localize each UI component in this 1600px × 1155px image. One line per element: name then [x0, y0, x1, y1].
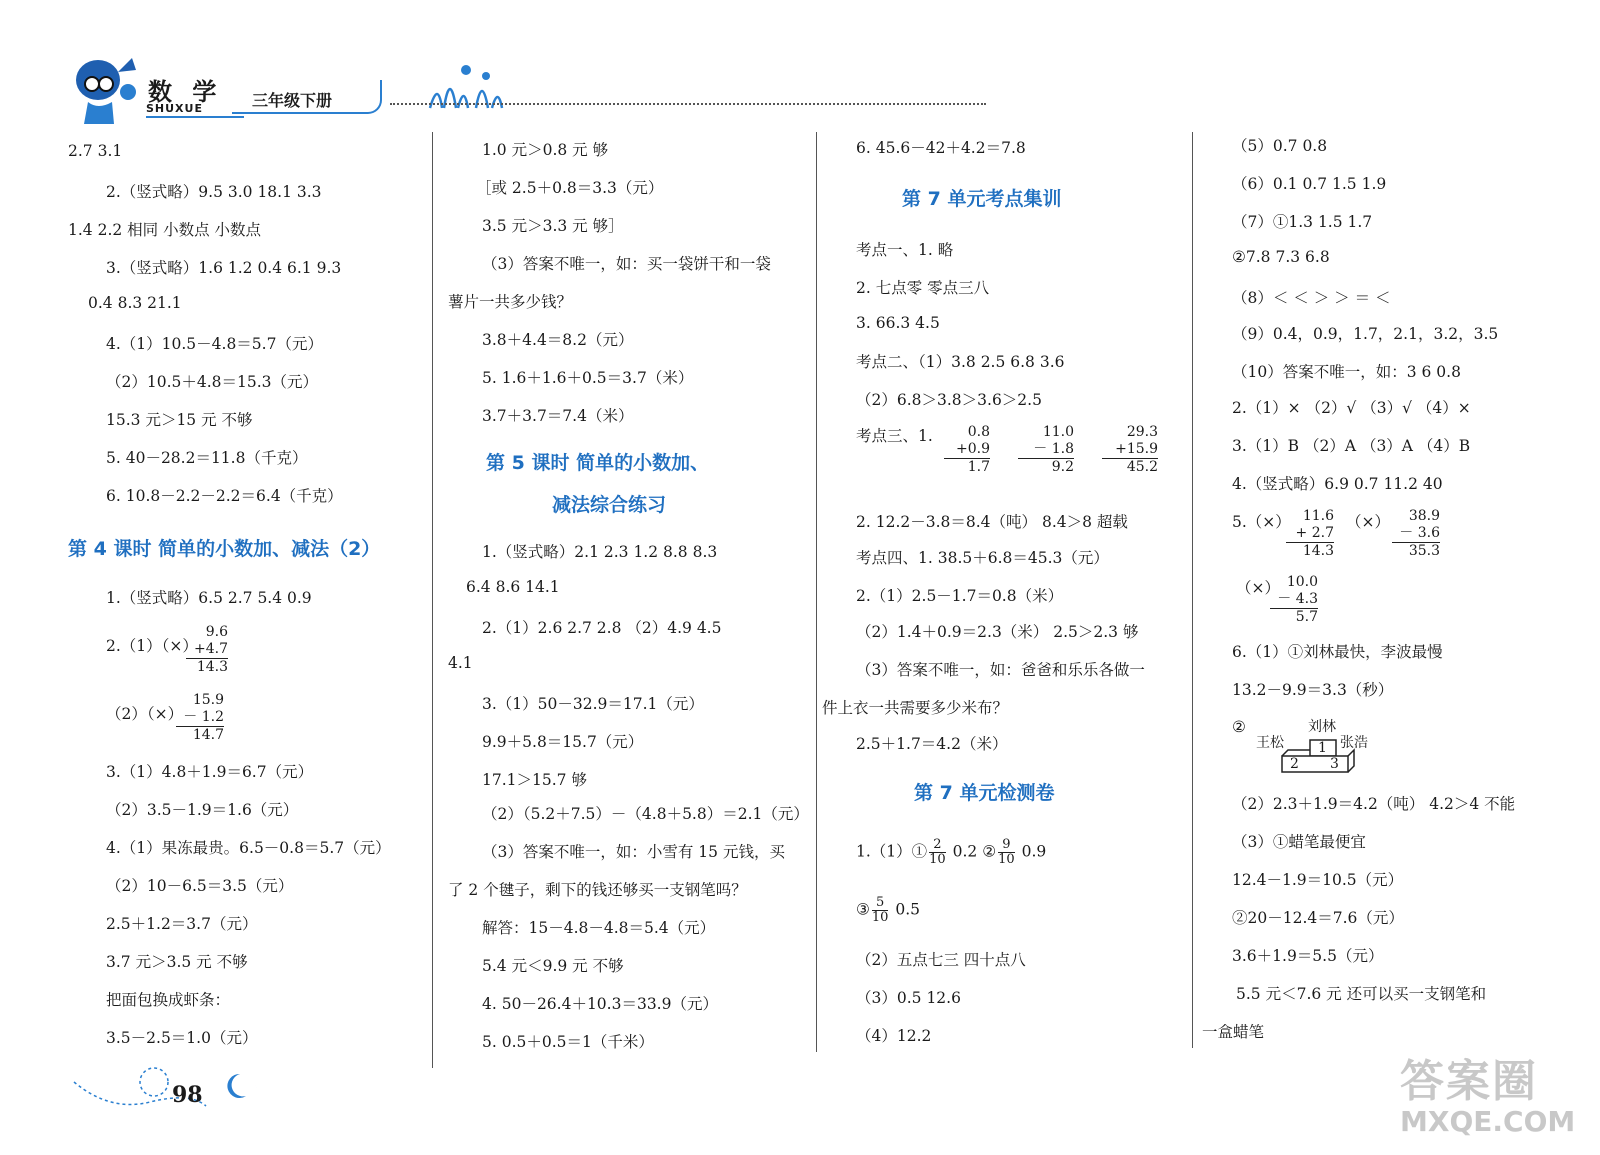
- vertical-calculation: [944, 424, 990, 476]
- answer-line: 3.（1）4.8＋1.9＝6.7（元）: [106, 763, 314, 781]
- answer-line: 3.5－2.5＝1.0（元）: [106, 1029, 258, 1047]
- answer-line: 6. 10.8－2.2－2.2＝6.4（千克）: [106, 487, 343, 505]
- denominator: 10: [998, 852, 1015, 867]
- podium-second-name: 王松: [1256, 735, 1284, 751]
- answer-line: 5. 40－28.2＝11.8（千克）: [106, 449, 308, 467]
- answer-line: 1.（竖式略）2.1 2.3 1.2 8.8 8.3: [482, 543, 718, 561]
- answer-text: 1.（1）①: [856, 842, 928, 861]
- answer-line: 薯片一共多少钱？: [448, 293, 573, 311]
- answer-text: 0.2 ②: [947, 842, 997, 861]
- answer-line: 5.5 元＜7.6 元 还可以买一支钢笔和: [1236, 985, 1487, 1003]
- answer-line: （2）五点七三 四十点八: [856, 951, 1026, 969]
- answer-line: （3）①蜡笔最便宜: [1232, 833, 1366, 851]
- answer-line: ②20－12.4＝7.6（元）: [1232, 909, 1404, 927]
- calc-row: +15.9: [1102, 441, 1158, 459]
- answer-line: （10）答案不唯一，如：3 6 0.8: [1232, 363, 1461, 381]
- answer-line: 3.（1）50－32.9＝17.1（元）: [482, 695, 704, 713]
- calc-row: +0.9: [944, 441, 990, 459]
- calc-row: 14.3: [1302, 543, 1334, 559]
- answer-text: 0.5: [890, 900, 921, 919]
- column-divider-2: [816, 132, 817, 1052]
- answer-line: （3）答案不唯一，如：买一袋饼干和一袋: [482, 255, 771, 273]
- answer-line: 6. 45.6－42＋4.2＝7.8: [856, 139, 1026, 157]
- answer-line: 3.6＋1.9＝5.5（元）: [1232, 947, 1384, 965]
- column-divider-3: [1192, 132, 1193, 1048]
- answer-line: ②: [1232, 718, 1246, 736]
- lesson-heading: 第 5 课时 简单的小数加、: [486, 452, 710, 474]
- answer-line: （9）0.4，0.9，1.7，2.1，3.2，3.5: [1232, 325, 1499, 343]
- answer-line: （2）10－6.5＝3.5（元）: [106, 877, 294, 895]
- answer-text: ③: [856, 900, 870, 919]
- calc-row: 0.8: [967, 424, 990, 440]
- answer-line: 一盒蜡笔: [1202, 1023, 1265, 1041]
- answer-line: 1.0 元＞0.8 元 够: [482, 141, 609, 159]
- answer-line: （4）12.2: [856, 1027, 932, 1045]
- numerator: 5: [872, 896, 889, 911]
- vertical-calculation: [1392, 508, 1440, 560]
- unit-heading: 第 7 单元检测卷: [914, 782, 1055, 804]
- vertical-calculation: [1270, 574, 1318, 626]
- calc-row: + 2.7: [1286, 525, 1334, 543]
- answer-line: ②7.8 7.3 6.8: [1232, 248, 1330, 266]
- column-divider-1: [432, 132, 433, 1068]
- answer-line: （3）答案不唯一，如：小雪有 15 元钱，买: [482, 843, 785, 861]
- fraction: [872, 896, 889, 925]
- calc-row: － 4.3: [1270, 591, 1318, 609]
- calc-row: 10.0: [1286, 574, 1318, 590]
- answer-line: 9.9＋5.8＝15.7（元）: [482, 733, 644, 751]
- answer-line: 考点二、（1）3.8 2.5 6.8 3.6: [856, 353, 1065, 371]
- calc-row: 11.0: [1042, 424, 1074, 440]
- answer-line: 3.7 元＞3.5 元 不够: [106, 953, 248, 971]
- answer-text: 0.9: [1016, 842, 1047, 861]
- calc-row: 9.6: [205, 624, 228, 640]
- book-title: 数 学: [148, 78, 223, 106]
- answer-line: 2.5＋1.7＝4.2（米）: [856, 735, 1008, 753]
- calc-row: 38.9: [1408, 508, 1440, 524]
- mascot-logo: [68, 52, 140, 132]
- answer-line: 解答：15－4.8－4.8＝5.4（元）: [482, 919, 716, 937]
- numerator: 9: [998, 838, 1015, 853]
- answer-line: 2.（1）× （2）√ （3）√ （4）×: [1232, 399, 1471, 417]
- answer-line: 2.5＋1.2＝3.7（元）: [106, 915, 258, 933]
- answer-line: 1.4 2.2 相同 小数点 小数点: [68, 221, 262, 239]
- vertical-calculation: [1018, 424, 1074, 476]
- calc-row: － 1.2: [176, 709, 224, 727]
- denominator: 10: [871, 910, 889, 925]
- answer-line: （2）（5.2＋7.5）－（4.8＋5.8）＝2.1（元）: [482, 805, 809, 823]
- podium-rank-2: 2: [1290, 756, 1299, 772]
- answer-line: 3.（1）B （2）A （3）A （4）B: [1232, 437, 1471, 455]
- answer-line: 12.4－1.9＝10.5（元）: [1232, 871, 1404, 889]
- answer-line: 3.8＋4.4＝8.2（元）: [482, 331, 634, 349]
- site-watermark: [1400, 1045, 1580, 1145]
- vertical-calculation: [1102, 424, 1158, 476]
- calc-row: 1.7: [967, 459, 990, 475]
- vertical-calculation: [186, 624, 228, 676]
- answer-line: 3.5 元＞3.3 元 够］: [482, 217, 624, 235]
- answer-line: [856, 838, 1046, 867]
- book-title-pinyin: SHUXUE: [146, 102, 203, 115]
- numerator: 2: [929, 838, 946, 853]
- fraction: [929, 838, 946, 867]
- answer-line: [856, 896, 920, 925]
- answer-line: 2.（1）2.6 2.7 2.8 （2）4.9 4.5: [482, 619, 722, 637]
- answer-line: （8）＜ ＜ ＞ ＞ ＝ ＜: [1232, 289, 1391, 307]
- answer-line: 把面包换成虾条：: [106, 991, 231, 1009]
- watermark-brand: 答案圈: [1400, 1056, 1538, 1107]
- unit-heading: 第 7 单元考点集训: [902, 188, 1062, 210]
- answer-line: 5. 1.6＋1.6＋0.5＝3.7（米）: [482, 369, 694, 387]
- lesson-heading: 第 4 课时 简单的小数加、减法（2）: [68, 538, 381, 560]
- calc-row: 5.7: [1295, 609, 1318, 625]
- answer-line: 2.（1）2.5－1.7＝0.8（米）: [856, 587, 1064, 605]
- calc-row: 14.7: [192, 727, 224, 743]
- answer-line: 4.（1）果冻最贵。6.5－0.8＝5.7（元）: [106, 839, 391, 857]
- fraction: [998, 838, 1015, 867]
- answer-line: （2）（×）: [106, 705, 184, 723]
- calc-row: 29.3: [1126, 424, 1158, 440]
- answer-line: （2）1.4＋0.9＝2.3（米） 2.5＞2.3 够: [856, 623, 1139, 641]
- answer-line: 15.3 元＞15 元 不够: [106, 411, 253, 429]
- calc-row: +4.7: [186, 641, 228, 659]
- answer-line: 2.7 3.1: [68, 142, 123, 160]
- podium-first-name: 刘林: [1308, 719, 1336, 735]
- answer-line: 4.1: [448, 654, 473, 672]
- answer-line: 2.（竖式略）9.5 3.0 18.1 3.3: [106, 183, 322, 201]
- page-number: 98: [172, 1082, 203, 1108]
- lesson-heading: 减法综合练习: [552, 494, 667, 516]
- calc-row: － 1.8: [1018, 441, 1074, 459]
- watermark-url: MXQE.COM: [1400, 1105, 1576, 1138]
- answer-line: （6）0.1 0.7 1.5 1.9: [1232, 175, 1387, 193]
- answer-line: 考点三、1.: [856, 427, 933, 445]
- answer-line: 4.（竖式略）6.9 0.7 11.2 40: [1232, 475, 1443, 493]
- answer-line: （×）: [1236, 579, 1280, 597]
- answer-line: 3.7＋3.7＝7.4（米）: [482, 407, 634, 425]
- answer-line: （7）①1.3 1.5 1.7: [1232, 213, 1373, 231]
- answer-line: （×）: [1346, 513, 1390, 531]
- calc-row: 45.2: [1126, 459, 1158, 475]
- podium-third-name: 张浩: [1340, 735, 1368, 751]
- answer-line: 6.（1）①刘林最快，李波最慢: [1232, 643, 1443, 661]
- answer-line: 件上衣一共需要多少米布？: [822, 699, 1009, 717]
- vertical-calculation: [1286, 508, 1334, 560]
- answer-line: 了 2 个毽子，剩下的钱还够买一支钢笔吗？: [448, 881, 747, 899]
- header-dotted-line: [390, 103, 986, 105]
- podium-diagram: [1256, 719, 1438, 790]
- answer-line: （5）0.7 0.8: [1232, 137, 1328, 155]
- answer-line: 2. 12.2－3.8＝8.4（吨） 8.4＞8 超载: [856, 513, 1128, 531]
- vertical-calculation: [176, 692, 224, 744]
- answer-line: （3）0.5 12.6: [856, 989, 961, 1007]
- calc-row: － 3.6: [1392, 525, 1440, 543]
- answer-line: （2）10.5＋4.8＝15.3（元）: [106, 373, 319, 391]
- calc-row: 11.6: [1302, 508, 1334, 524]
- answer-line: （2）6.8＞3.8＞3.6＞2.5: [856, 391, 1042, 409]
- podium-rank-1: 1: [1318, 740, 1327, 756]
- answer-line: 3. 66.3 4.5: [856, 314, 940, 332]
- answer-line: 5.4 元＜9.9 元 不够: [482, 957, 624, 975]
- answer-line: 0.4 8.3 21.1: [88, 294, 182, 312]
- calc-row: 35.3: [1408, 543, 1440, 559]
- answer-line: 5. 0.5＋0.5＝1（千米）: [482, 1033, 654, 1051]
- denominator: 10: [929, 852, 946, 867]
- title-underline: [146, 116, 244, 118]
- calc-row: 9.2: [1051, 459, 1074, 475]
- answer-line: 3.（竖式略）1.6 1.2 0.4 6.1 9.3: [106, 259, 342, 277]
- answer-line: ［或 2.5＋0.8＝3.3（元）: [476, 179, 664, 197]
- calc-row: 15.9: [192, 692, 224, 708]
- answer-line: 17.1＞15.7 够: [482, 771, 587, 789]
- answer-line: 考点一、1. 略: [856, 241, 954, 259]
- grade-label: 三年级下册: [252, 91, 333, 110]
- answer-line: （2）3.5－1.9＝1.6（元）: [106, 801, 299, 819]
- answer-line: 2.（1）（×）: [106, 637, 198, 655]
- answer-line: 6.4 8.6 14.1: [466, 578, 560, 596]
- answer-line: 4.（1）10.5－4.8＝5.7（元）: [106, 335, 323, 353]
- answer-line: 1.（竖式略）6.5 2.7 5.4 0.9: [106, 589, 312, 607]
- answer-line: 考点四、1. 38.5＋6.8＝45.3（元）: [856, 549, 1109, 567]
- calc-row: 14.3: [196, 659, 228, 675]
- answer-line: （3）答案不唯一，如：爸爸和乐乐各做一: [856, 661, 1145, 679]
- answer-line: 5.（×）: [1232, 513, 1291, 531]
- answer-line: （2）2.3＋1.9＝4.2（吨） 4.2＞4 不能: [1232, 795, 1516, 813]
- answer-line: 13.2－9.9＝3.3（秒）: [1232, 681, 1394, 699]
- answer-line: 2. 七点零 零点三八: [856, 279, 990, 297]
- answer-line: 4. 50－26.4＋10.3＝33.9（元）: [482, 995, 718, 1013]
- moon-icon: [226, 1070, 276, 1100]
- podium-rank-3: 3: [1330, 756, 1339, 772]
